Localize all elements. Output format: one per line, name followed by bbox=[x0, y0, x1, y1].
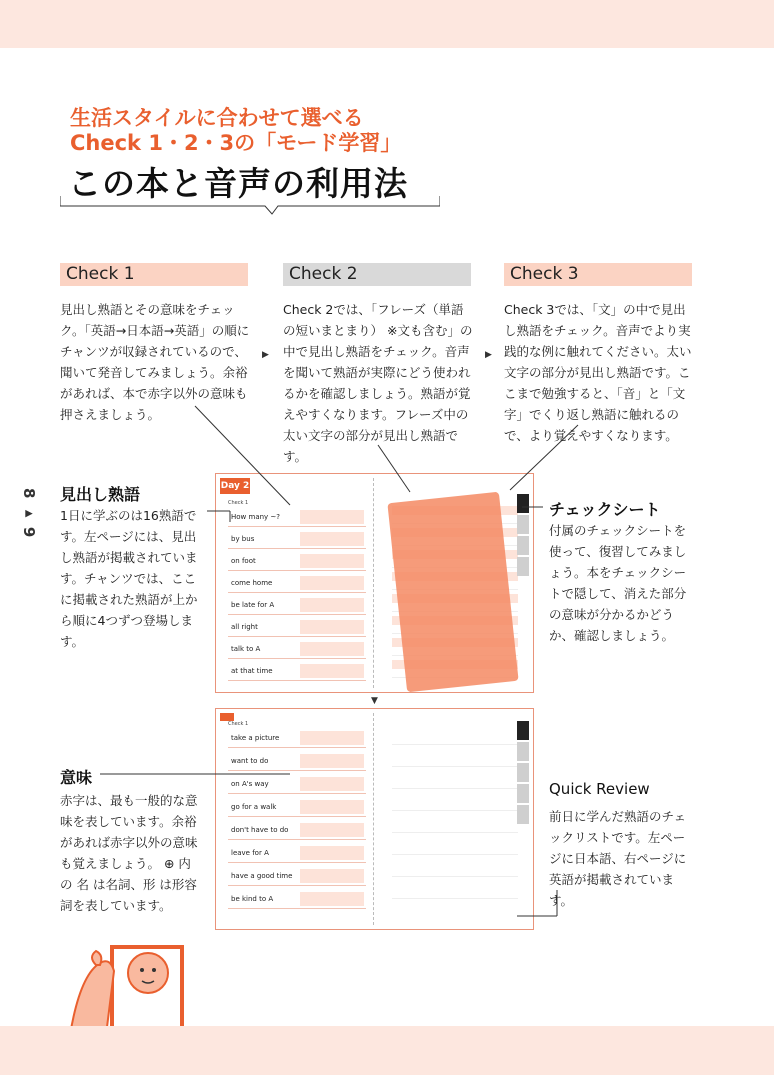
character-illustration bbox=[66, 925, 206, 1035]
idiom-text: want to do bbox=[231, 757, 269, 765]
check-1-bar: Check 1 bbox=[60, 263, 248, 286]
midashi-title: 見出し熟語 bbox=[60, 485, 141, 504]
idiom-text: all right bbox=[231, 623, 258, 631]
idiom-text: have a good time bbox=[231, 872, 293, 880]
idiom-text: on foot bbox=[231, 557, 256, 565]
page-number: 8 ▸ 9 bbox=[20, 488, 38, 538]
page-title: この本と音声の利用法 bbox=[68, 164, 408, 203]
check-2-description: Check 2では、「フレーズ（単語の短いまとまり） ※文も含む」の中で見出し熟語をチェック。音声を聞いて熟語が実際にどう使われるかを確認しましょう。熟語が覚えやすくなります。フレーズ中の太い文字の部分が見出し熟語です。 bbox=[283, 302, 473, 464]
idiom-text: be kind to A bbox=[231, 895, 274, 903]
arrow-right-icon: ▶ bbox=[262, 350, 269, 360]
check-sheet-text: 付属のチェックシートを使って、復習してみましょう。本をチェックシートで隠して、消えた部分の意味が分かるかどうか、確認しましょう。 bbox=[549, 523, 687, 643]
quick-review-text: 前日に学んだ熟語のチェックリストです。左ページに日本語、右ページに英語が掲載されています。 bbox=[549, 809, 687, 908]
check-3-description: Check 3では、「文」の中で見出し熟語をチェック。音声でより実践的な例に触れてください。太い文字の部分が見出し熟語です。ここまで勉強すると、「音」と「文字」でくり返し熟語に触れるので、より覚えやすくなります。 bbox=[504, 302, 692, 443]
arrow-right-icon: ▶ bbox=[485, 350, 492, 360]
imi-title: 意味 bbox=[60, 768, 93, 787]
check-2-bar: Check 2 bbox=[283, 263, 471, 286]
idiom-text: go for a walk bbox=[231, 803, 277, 811]
idiom-text: be late for A bbox=[231, 601, 275, 609]
idiom-text: How many ~? bbox=[231, 513, 280, 521]
quick-review-title: Quick Review bbox=[549, 780, 650, 798]
check-1-mini-head: Check 1 bbox=[228, 721, 249, 727]
idiom-text: talk to A bbox=[231, 645, 261, 653]
check-3-bar: Check 3 bbox=[504, 263, 692, 286]
check-1-description: 見出し熟語とその意味をチェック。「英語→日本語→英語」の順にチャンツが収録されているので、聞いて発音してみましょう。余裕があれば、本で赤字以外の意味も押さえましょう。 bbox=[60, 302, 250, 422]
arrow-down-icon: ▼ bbox=[371, 696, 378, 706]
bottom-band bbox=[0, 1026, 774, 1075]
idiom-text: leave for A bbox=[231, 849, 269, 857]
subtitle-line-1: 生活スタイルに合わせて選べる bbox=[70, 106, 364, 130]
idiom-text: by bus bbox=[231, 535, 255, 543]
subtitle-line-2: Check 1・2・3の「モード学習」 bbox=[70, 131, 402, 155]
idiom-text: take a picture bbox=[231, 734, 280, 742]
imi-text: 赤字は、最も一般的な意味を表しています。余裕があれば赤字以外の意味も覚えましょう。 ⊕ 内の 名 は名詞、形 は形容詞を表しています。 bbox=[60, 793, 198, 913]
idiom-text: don't have to do bbox=[231, 826, 289, 834]
midashi-text: 1日に学ぶのは16熟語です。左ページには、見出し熟語が掲載されています。チャンツでは、ここに掲載された熟語が上から順に4つずつ登場します。 bbox=[60, 508, 198, 649]
check-sheet-title: チェックシート bbox=[549, 500, 661, 519]
day-tab: Day 2 bbox=[220, 478, 250, 494]
check-1-mini-head: Check 1 bbox=[228, 500, 249, 506]
idiom-text: come home bbox=[231, 579, 273, 587]
idiom-text: on A's way bbox=[231, 780, 269, 788]
idiom-text: at that time bbox=[231, 667, 273, 675]
